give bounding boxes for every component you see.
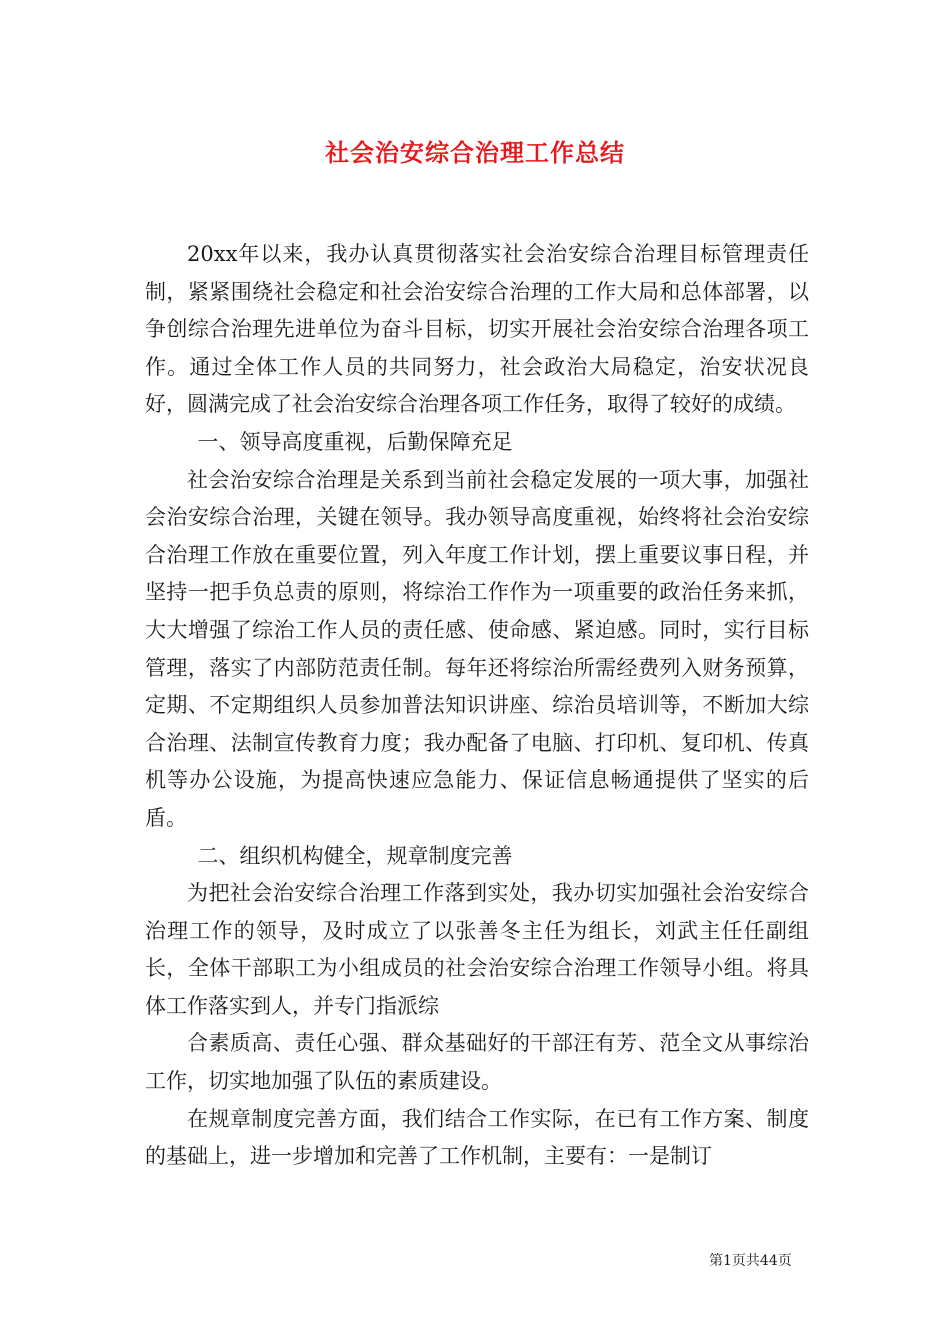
document-title: 社会治安综合治理工作总结 <box>325 138 625 167</box>
paragraph-rules: 在规章制度完善方面，我们结合工作实际，在已有工作方案、制度的基础上，进一步增加和完善了工作机制，主要有：一是制订 <box>145 1106 809 1169</box>
section-heading-1: 一、领导高度重视，后勤保障充足 <box>197 429 513 454</box>
page-number-footer: 第1页共44页 <box>709 1253 792 1269</box>
paragraph-organization: 为把社会治安综合治理工作落到实处，我办切实加强社会治安综合治理工作的领导，及时成立了以张善冬主任为组长，刘武主任任副组长，全体干部职工为小组成员的社会治安综合治理工作领导小组。将具体工作落实到人，并专门指派综 <box>145 881 809 1018</box>
paragraph-leadership: 社会治安综合治理是关系到当前社会稳定发展的一项大事，加强社会治安综合治理，关键在领导。我办领导高度重视，始终将社会治安综合治理工作放在重要位置，列入年度工作计划，摆上重要议事日程，并坚持一把手负总责的原则，将综治工作作为一项重要的政治任务来抓，大大增强了综治工作人员的责任感、使命感、紧迫感。同时，实行目标管理，落实了内部防范责任制。每年还将综治所需经费列入财务预算，定期、不定期组织人员参加普法知识讲座、综治员培训等，不断加大综合治理、法制宣传教育力度；我办配备了电脑、打印机、复印机、传真机等办公设施，为提高快速应急能力、保证信息畅通提供了坚实的后盾。 <box>145 467 809 830</box>
document-body <box>145 236 809 1176</box>
paragraph-intro: 20xx年以来，我办认真贯彻落实社会治安综合治理目标管理责任制，紧紧围绕社会稳定和社会治安综合治理的工作大局和总体部署，以争创综合治理先进单位为奋斗目标，切实开展社会治安综合治理各项工作。通过全体工作人员的共同努力，社会政治大局稳定，治安状况良好，圆满完成了社会治安综合治理各项工作任务，取得了较好的成绩。 <box>145 242 809 417</box>
section-heading-2: 二、组织机构健全，规章制度完善 <box>197 843 513 868</box>
paragraph-staff: 合素质高、责任心强、群众基础好的干部汪有芳、范全文从事综治工作，切实地加强了队伍的素质建设。 <box>145 1031 809 1094</box>
